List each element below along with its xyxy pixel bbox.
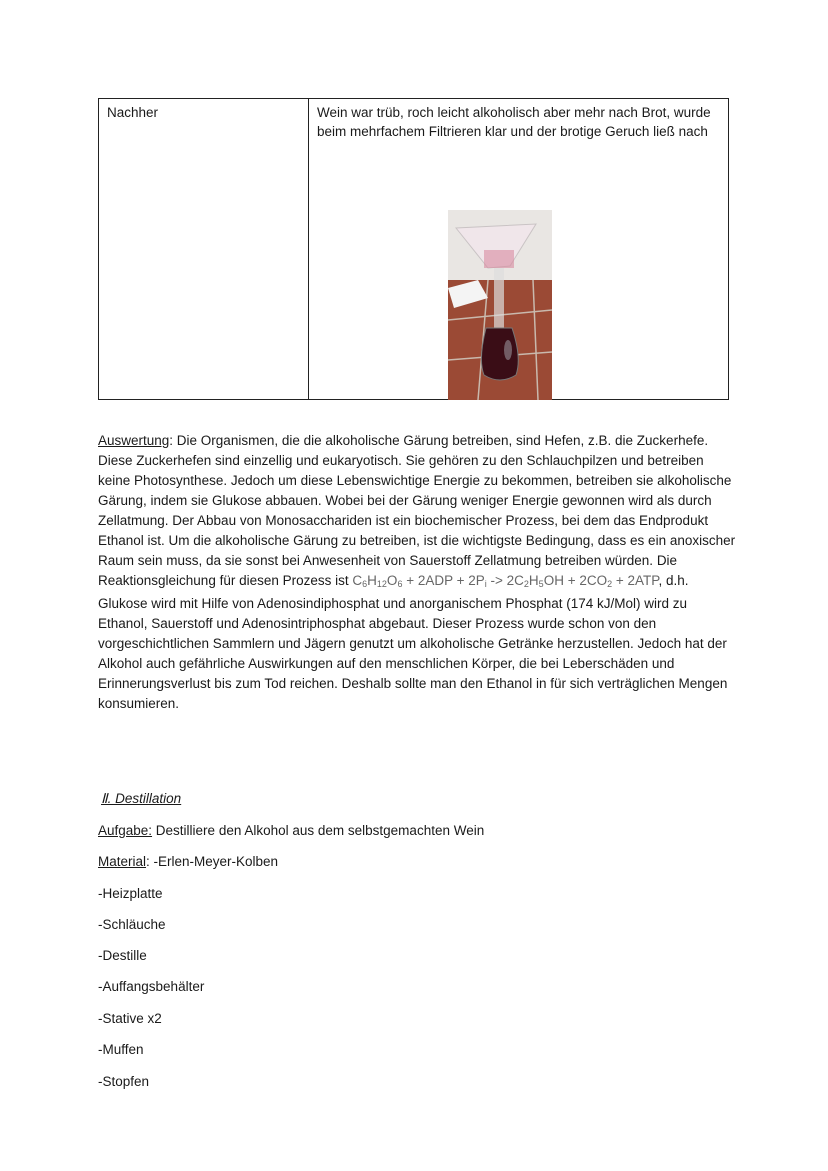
- aufgabe-label: Aufgabe:: [98, 823, 153, 838]
- formula-part: C: [352, 573, 363, 588]
- material-item: -Heizplatte: [98, 886, 163, 901]
- material-item: -Destille: [98, 948, 147, 963]
- section-heading: Ⅱ. Destillation: [101, 791, 182, 806]
- auswertung-paragraph: [98, 431, 738, 714]
- formula-part: O: [386, 573, 398, 588]
- formula-part: OH + 2CO: [543, 573, 608, 588]
- results-table: [98, 98, 729, 400]
- material-item: -Schläuche: [98, 917, 166, 932]
- aufgabe-text: Destilliere den Alkohol aus dem selbstgemachten Wein: [152, 823, 485, 838]
- auswertung-text-2: , d.h. Glukose wird mit Hilfe von Adenosindiphosphat und anorganischem Phosphat (174 kJ/Mol) wird zu Ethanol, Sauerstoff und Adenosintriphosphat abgebaut. Dieser Prozess wurde schon von den vorgeschichtlichen Sammlern und Jägern genutzt um alkoholische Getränke herzustellen. Jedoch hat der Alkohol auch gefährliche Auswirkungen auf den menschlichen Körper, die bei Leberschäden und Erinnerungsverlust bis zum Tod reichen. Deshalb sollte man den Ethanol in für sich verträglichen Mengen konsumieren.: [98, 573, 728, 711]
- material-label: Material: [98, 854, 147, 869]
- formula-part: + 2ADP + 2P: [402, 573, 485, 588]
- formula-part: H: [367, 573, 377, 588]
- formula-subscript: 5: [538, 579, 544, 589]
- aufgabe-line: [98, 821, 484, 841]
- material-line: [98, 852, 278, 872]
- auswertung-label: Auswertung: [98, 433, 170, 448]
- filtration-photo: [448, 210, 552, 400]
- material-item: -Stopfen: [98, 1074, 150, 1089]
- formula-part: + 2ATP: [612, 573, 659, 588]
- material-item: -Auffangsbehälter: [98, 979, 205, 994]
- formula-subscript: 6: [397, 579, 403, 589]
- observation-text: Wein war trüb, roch leicht alkoholisch aber mehr nach Brot, wurde beim mehrfachem Filtrieren klar und der brotige Geruch ließ nach: [317, 105, 711, 139]
- material-first-item: : -Erlen-Meyer-Kolben: [146, 854, 279, 869]
- auswertung-text-1: : Die Organismen, die die alkoholische Gärung betreiben, sind Hefen, z.B. die Zuckerhefe. Diese Zuckerhefen sind einzellig und eukaryotisch. Sie gehören zu den Schlauchpilzen und betreiben keine Photosynthese. Jedoch um diese Lebenswichtige Energie zu bekommen, betreiben sie alkoholische Gärung, indem sie Glukose abbauen. Wobei bei der Gärung weniger Energie gewonnen wird als durch Zellatmung. Der Abbau von Monosacchariden ist ein biochemischer Prozess, bei dem das Endprodukt Ethanol ist. Um die alkoholische Gärung zu betreiben, ist die wichtigste Bedingung, dass es ein anoxischer Raum sein muss, da sie sonst bei Anwesenheit von Sauerstoff Zellatmung betreiben würden. Die Reaktionsgleichung für diesen Prozess ist: [98, 433, 736, 588]
- formula-part: -> 2C: [486, 573, 524, 588]
- formula-subscript: 2: [607, 579, 613, 589]
- formula-subscript: 12: [376, 579, 387, 589]
- formula-subscript: i: [484, 579, 487, 589]
- formula-part: H: [528, 573, 539, 588]
- material-item: -Muffen: [98, 1042, 144, 1057]
- table-cell-observation: [309, 99, 728, 399]
- material-item: -Stative x2: [98, 1011, 162, 1026]
- table-cell-label: Nachher: [99, 99, 309, 399]
- formula-subscript: 2: [523, 579, 529, 589]
- formula-subscript: 6: [362, 579, 368, 589]
- reaction-formula: [352, 573, 658, 588]
